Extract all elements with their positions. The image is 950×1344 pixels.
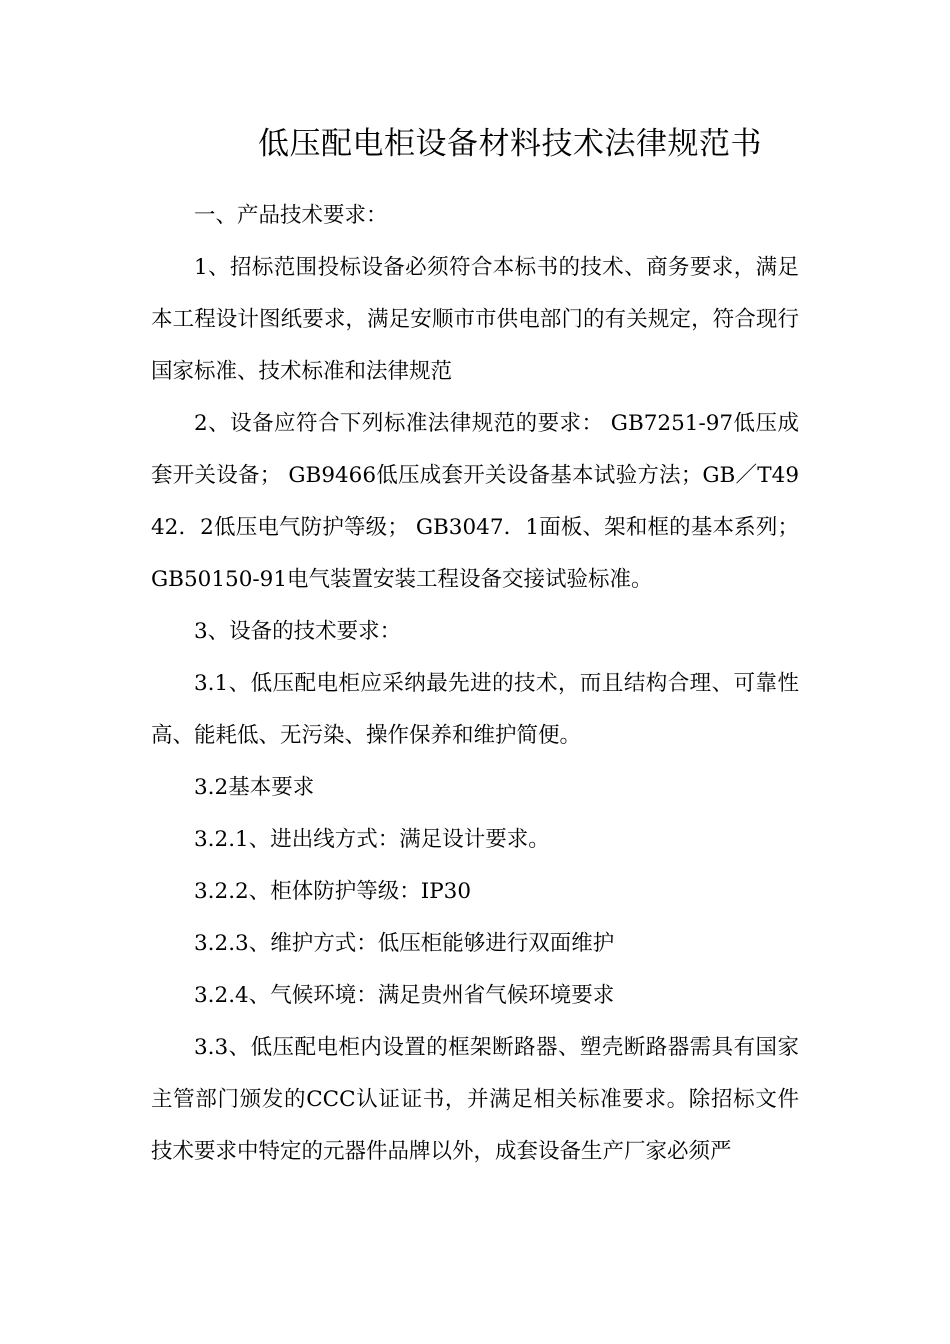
paragraph-3-2: 3.2基本要求 (194, 775, 315, 800)
paragraph-3-2-2: 3.2.2、柜体防护等级：IP30 (194, 879, 472, 904)
document-body (151, 190, 799, 1178)
document-title: 低压配电柜设备材料技术法律规范书 (258, 126, 762, 162)
paragraph-3-2-3: 3.2.3、维护方式：低压柜能够进行双面维护 (194, 931, 615, 956)
paragraph-standards: 2、设备应符合下列标准法律规范的要求： GB7251-97低压成套开关设备； GB9466低压成套开关设备基本试验方法；GB／T4942．2低压电气防护等级； GB3047．1面板、架和框的基本系列；GB50150-91电气装置安装工程设备交接试验标准。 (151, 411, 799, 592)
paragraph-3-2-4: 3.2.4、气候环境：满足贵州省气候环境要求 (194, 983, 615, 1008)
paragraph-bid-scope: 1、招标范围投标设备必须符合本标书的技术、商务要求，满足本工程设计图纸要求，满足安顺市市供电部门的有关规定，符合现行国家标准、技术标准和法律规范 (151, 255, 799, 384)
paragraph-technical-requirements-heading: 3、设备的技术要求： (194, 619, 402, 644)
paragraph-3-3: 3.3、低压配电柜内设置的框架断路器、塑壳断路器需具有国家主管部门颁发的CCC认证证书，并满足相关标准要求。除招标文件技术要求中特定的元器件品牌以外，成套设备生产厂家必须严 (151, 1035, 799, 1164)
paragraph-3-2-1: 3.2.1、进出线方式：满足设计要求。 (194, 827, 550, 852)
paragraph-3-1: 3.1、低压配电柜应采纳最先进的技术，而且结构合理、可靠性高、能耗低、无污染、操作保养和维护简便。 (151, 671, 799, 748)
section-heading-product-requirements: 一、产品技术要求： (194, 203, 388, 228)
